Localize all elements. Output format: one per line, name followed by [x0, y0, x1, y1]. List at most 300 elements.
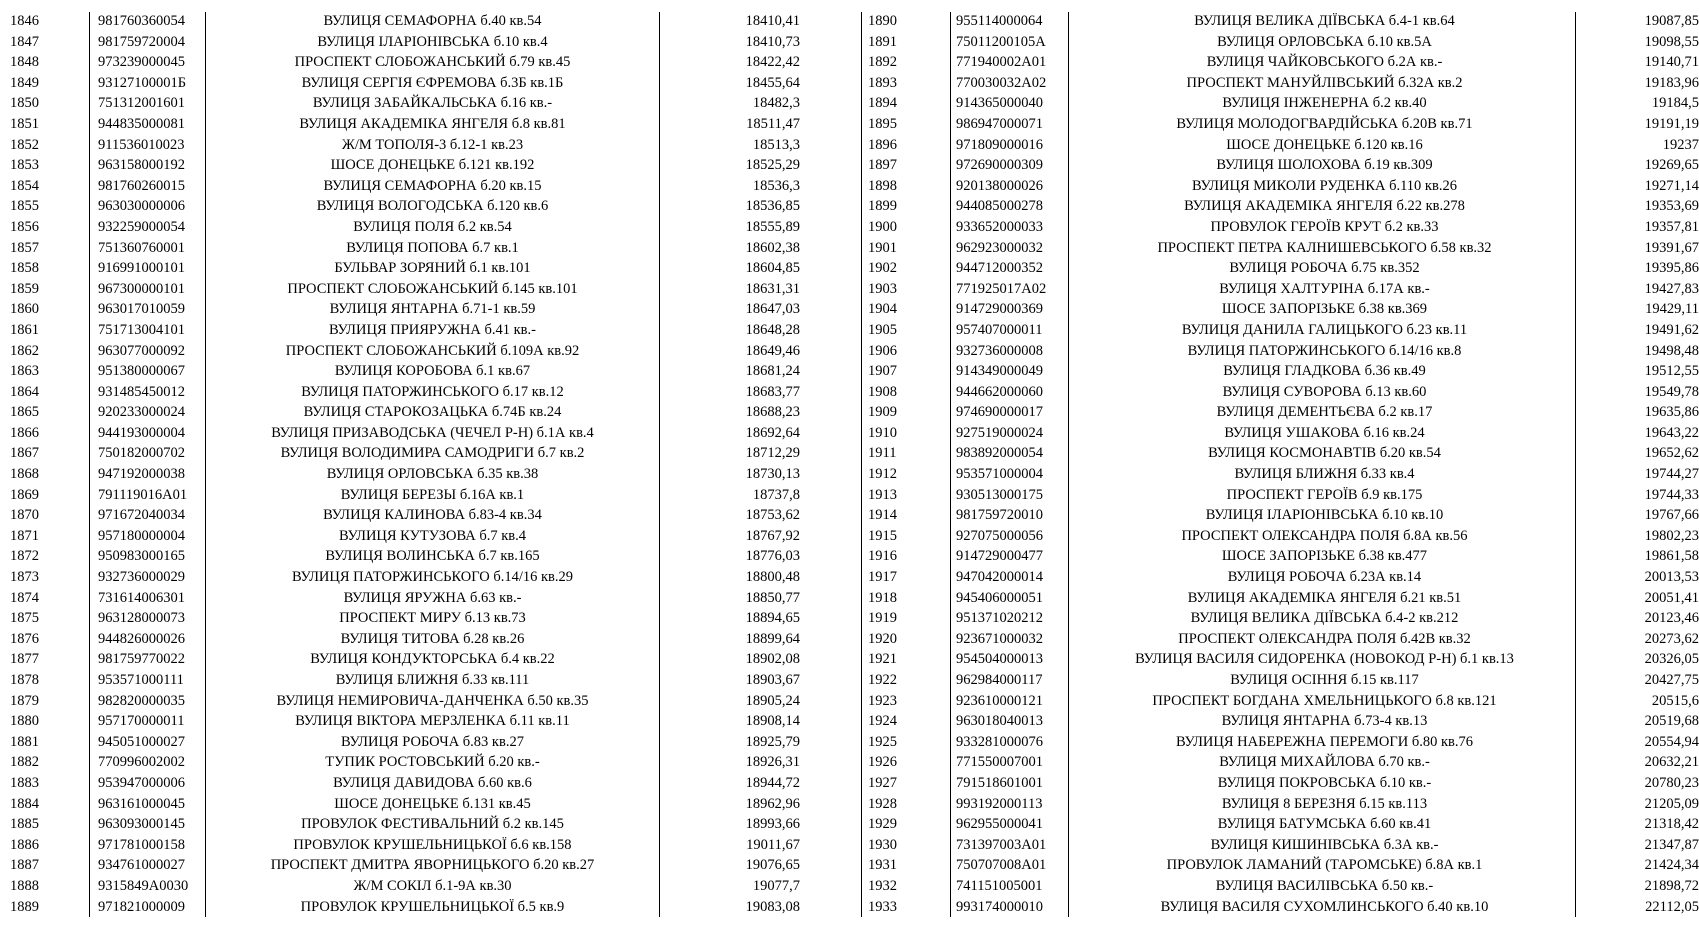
table-row — [856, 52, 1699, 73]
address: ШОСЕ ДОНЕЦЬКЕ б.121 кв.192 — [330, 157, 535, 174]
account-id: 731397003А01 — [956, 836, 1047, 853]
row-number: 1903 — [868, 280, 897, 297]
table-row — [856, 773, 1699, 794]
account-id: 944193000004 — [98, 424, 185, 441]
account-id: 770030032А02 — [956, 74, 1047, 91]
address: ВУЛИЦЯ БЕРЕЗЫ б.16А кв.1 — [340, 486, 525, 503]
account-id: 974690000017 — [956, 404, 1043, 421]
account-id: 963128000073 — [98, 610, 185, 627]
amount: 18410,73 — [745, 33, 800, 50]
table-row — [0, 238, 810, 259]
amount: 18536,3 — [752, 177, 800, 194]
amount: 18712,29 — [745, 445, 800, 462]
account-id: 955114000064 — [956, 13, 1043, 29]
row-number: 1872 — [10, 548, 39, 565]
table-row — [0, 567, 810, 588]
row-number: 1894 — [868, 95, 897, 112]
row-number: 1910 — [868, 424, 897, 441]
row-number: 1912 — [868, 466, 897, 483]
amount: 18681,24 — [745, 363, 800, 380]
account-id: 954504000013 — [956, 651, 1043, 668]
table-row — [0, 464, 810, 485]
address: ВУЛИЦЯ НЕМИРОВИЧА-ДАНЧЕНКА б.50 кв.35 — [276, 692, 589, 709]
account-id: 920138000026 — [956, 177, 1043, 194]
address: ПРОВУЛОК ЛАМАНИЙ (ТАРОМСЬКЕ) б.8А кв.1 — [1166, 857, 1483, 874]
account-id: 771925017А02 — [956, 280, 1047, 297]
amount: 19353,69 — [1644, 198, 1699, 215]
account-id: 953571000004 — [956, 466, 1043, 483]
address: ВУЛИЦЯ ВАСИЛІВСЬКА б.50 кв.- — [1215, 877, 1434, 894]
account-id: 972690000309 — [956, 157, 1043, 174]
amount: 18602,38 — [745, 239, 800, 256]
address: ВУЛИЦЯ КОСМОНАВТІВ б.20 кв.54 — [1208, 445, 1441, 462]
account-id: 963093000145 — [98, 816, 185, 833]
account-id: 914729000369 — [956, 301, 1043, 318]
row-number: 1855 — [10, 198, 39, 215]
address: ПРОВУЛОК ГЕРОЇВ КРУТ б.2 кв.33 — [1210, 218, 1439, 235]
table-row — [0, 217, 810, 238]
address: ВУЛИЦЯ ІНЖЕНЕРНА б.2 кв.40 — [1222, 95, 1427, 112]
amount: 20427,75 — [1644, 672, 1699, 688]
amount: 19357,81 — [1644, 218, 1699, 235]
amount: 20051,41 — [1644, 589, 1699, 606]
amount: 20780,23 — [1644, 774, 1699, 791]
account-id: 930513000175 — [956, 486, 1043, 503]
row-number: 1883 — [10, 774, 39, 791]
row-number: 1874 — [10, 589, 39, 606]
account-id: 950983000165 — [98, 548, 185, 565]
table-row — [0, 258, 810, 279]
row-number: 1887 — [10, 857, 39, 874]
address: ШОСЕ ЗАПОРІЗЬКЕ б.38 кв.369 — [1221, 301, 1428, 318]
amount: 18776,03 — [745, 548, 800, 565]
row-number: 1876 — [10, 630, 39, 647]
row-number: 1923 — [868, 692, 897, 709]
divider-line — [950, 12, 951, 917]
row-number: 1908 — [868, 383, 897, 400]
amount: 19395,86 — [1644, 260, 1699, 277]
address: ВУЛИЦЯ КУТУЗОВА б.7 кв.4 — [338, 527, 526, 544]
row-number: 1856 — [10, 218, 39, 235]
row-number: 1917 — [868, 569, 897, 586]
row-number: 1892 — [868, 54, 897, 71]
amount: 18647,03 — [745, 301, 800, 318]
account-id: 947192000038 — [98, 466, 185, 483]
address: ПРОСПЕКТ ДМИТРА ЯВОРНИЦЬКОГО б.20 кв.27 — [270, 857, 595, 874]
row-number: 1849 — [10, 74, 39, 91]
table-row — [0, 423, 810, 444]
amount: 19635,86 — [1644, 404, 1699, 421]
address: ВУЛИЦЯ ПОЛЯ б.2 кв.54 — [353, 218, 512, 235]
amount: 18525,29 — [745, 157, 800, 174]
address: ВУЛИЦЯ НАБЕРЕЖНА ПЕРЕМОГИ б.80 кв.76 — [1175, 733, 1474, 750]
account-id: 791119016А01 — [98, 486, 188, 503]
amount: 19491,62 — [1644, 321, 1699, 338]
amount: 18800,48 — [745, 569, 800, 586]
amount: 19861,58 — [1644, 548, 1699, 565]
address: ВУЛИЦЯ РОБОЧА б.75 кв.352 — [1229, 260, 1420, 277]
table-row — [856, 361, 1699, 382]
amount: 19391,67 — [1644, 239, 1699, 256]
row-number: 1870 — [10, 507, 39, 524]
table-row — [856, 752, 1699, 773]
row-number: 1916 — [868, 548, 897, 565]
row-number: 1920 — [868, 630, 897, 647]
amount: 19011,67 — [746, 836, 800, 853]
address: ВУЛИЦЯ ПРИЯРУЖНА б.41 кв.- — [329, 321, 536, 338]
account-id: 944662000060 — [956, 383, 1043, 400]
table-row — [0, 876, 810, 897]
account-id: 791518601001 — [956, 774, 1043, 791]
table-row — [856, 423, 1699, 444]
amount: 19744,33 — [1644, 486, 1699, 503]
account-id: 751360760001 — [98, 239, 185, 256]
address: ВУЛИЦЯ КИШИНІВСЬКА б.3А кв.- — [1210, 836, 1439, 853]
row-number: 1879 — [10, 692, 39, 709]
row-number: 1885 — [10, 816, 39, 833]
row-number: 1905 — [868, 321, 897, 338]
address: ВУЛИЦЯ КАЛИНОВА б.83-4 кв.34 — [323, 507, 542, 524]
table-row — [856, 155, 1699, 176]
divider-line — [861, 12, 862, 917]
table-row — [856, 73, 1699, 94]
account-id: 963030000006 — [98, 198, 185, 215]
table-row — [0, 341, 810, 362]
amount: 21424,34 — [1644, 857, 1699, 874]
row-number: 1897 — [868, 157, 897, 174]
row-number: 1881 — [10, 733, 39, 750]
table-row — [856, 11, 1699, 32]
row-number: 1907 — [868, 363, 897, 380]
account-id: 920233000024 — [98, 404, 185, 421]
table-row — [0, 320, 810, 341]
account-id: 914365000040 — [956, 95, 1043, 112]
account-id: 973239000045 — [98, 54, 185, 71]
table-row — [0, 588, 810, 609]
row-number: 1877 — [10, 651, 39, 668]
amount: 18903,67 — [745, 672, 800, 688]
amount: 18555,89 — [745, 218, 800, 235]
row-number: 1888 — [10, 877, 39, 894]
address: ВУЛИЦЯ ДЕМЕНТЬЄВА б.2 кв.17 — [1216, 404, 1433, 421]
divider-line — [205, 12, 206, 917]
address: ВУЛИЦЯ ВІКТОРА МЕРЗЛЕНКА б.11 кв.11 — [295, 713, 570, 730]
row-number: 1851 — [10, 115, 39, 132]
address: ВУЛИЦЯ СЕРГІЯ ЄФРЕМОВА б.3Б кв.1Б — [301, 74, 564, 91]
account-id: 75011200105А — [956, 33, 1046, 50]
address: ВУЛИЦЯ ВОЛОГОДСЬКА б.120 кв.6 — [316, 198, 549, 215]
amount: 19744,27 — [1644, 466, 1699, 483]
table-row — [856, 649, 1699, 670]
account-id: 962984000117 — [956, 672, 1043, 688]
amount: 19429,11 — [1645, 301, 1699, 318]
account-id: 963018040013 — [956, 713, 1043, 730]
row-number: 1869 — [10, 486, 39, 503]
account-id: 967300000101 — [98, 280, 185, 297]
address: ВУЛИЦЯ ДАВИДОВА б.60 кв.6 — [333, 774, 532, 791]
amount: 20273,62 — [1644, 630, 1699, 647]
table-row — [856, 93, 1699, 114]
table-row — [856, 217, 1699, 238]
address: ВУЛИЦЯ ЯРУЖНА б.63 кв.- — [343, 589, 522, 606]
address: ВУЛИЦЯ 8 БЕРЕЗНЯ б.15 кв.113 — [1221, 795, 1428, 812]
amount: 18683,77 — [745, 383, 800, 400]
table-row — [0, 835, 810, 856]
amount: 19183,96 — [1644, 74, 1699, 91]
account-id: 923671000032 — [956, 630, 1043, 647]
table-row — [0, 176, 810, 197]
amount: 18511,47 — [746, 115, 800, 132]
address: ВУЛИЦЯ ОСІННЯ б.15 кв.117 — [1230, 672, 1419, 688]
amount: 18926,31 — [745, 754, 800, 771]
address: ВУЛИЦЯ СТАРОКОЗАЦЬКА б.74Б кв.24 — [303, 404, 562, 421]
address: ПРОСПЕКТ ОЛЕКСАНДРА ПОЛЯ б.8А кв.56 — [1181, 527, 1468, 544]
row-number: 1925 — [868, 733, 897, 750]
address: ВУЛИЦЯ ВОЛИНСЬКА б.7 кв.165 — [325, 548, 540, 565]
address: ВУЛИЦЯ ПАТОРЖИНСЬКОГО б.17 кв.12 — [301, 383, 564, 400]
amount: 20515,6 — [1651, 692, 1699, 709]
table-row — [856, 196, 1699, 217]
amount: 18730,13 — [745, 466, 800, 483]
address: ПРОСПЕКТ СЛОБОЖАНСЬКИЙ б.109А кв.92 — [285, 342, 580, 359]
account-id: 951371020212 — [956, 610, 1043, 627]
table-row — [0, 485, 810, 506]
divider-line — [659, 12, 660, 917]
amount: 18482,3 — [752, 95, 800, 112]
amount: 20519,68 — [1644, 713, 1699, 730]
address: ВУЛИЦЯ ВОЛОДИМИРА САМОДРИГИ б.7 кв.2 — [280, 445, 585, 462]
table-row — [0, 773, 810, 794]
address: ВУЛИЦЯ ЯНТАРНА б.73-4 кв.13 — [1221, 713, 1428, 730]
table-row — [0, 711, 810, 732]
row-number: 1857 — [10, 239, 39, 256]
table-row — [0, 11, 810, 32]
row-number: 1926 — [868, 754, 897, 771]
table-row — [856, 443, 1699, 464]
account-id: 731614006301 — [98, 589, 185, 606]
account-id: 953571000111 — [98, 672, 184, 688]
amount: 20554,94 — [1644, 733, 1699, 750]
table-row — [0, 382, 810, 403]
amount: 18993,66 — [745, 816, 800, 833]
row-number: 1868 — [10, 466, 39, 483]
table-row — [856, 402, 1699, 423]
row-number: 1880 — [10, 713, 39, 730]
table-row — [856, 835, 1699, 856]
amount: 18536,85 — [745, 198, 800, 215]
account-id: 963158000192 — [98, 157, 185, 174]
account-id: 750707008А01 — [956, 857, 1047, 874]
address: ВУЛИЦЯ АКАДЕМІКА ЯНГЕЛЯ б.21 кв.51 — [1187, 589, 1462, 606]
table-row — [856, 608, 1699, 629]
address: ВУЛИЦЯ СЕМАФОРНА б.40 кв.54 — [323, 13, 542, 29]
table-row — [0, 546, 810, 567]
amount: 21318,42 — [1644, 816, 1699, 833]
table-row — [856, 258, 1699, 279]
table-row — [0, 691, 810, 712]
row-number: 1866 — [10, 424, 39, 441]
address: ВУЛИЦЯ ПРИЗАВОДСЬКА (ЧЕЧЕЛ Р-Н) б.1А кв.4 — [271, 424, 594, 441]
account-id: 914729000477 — [956, 548, 1043, 565]
table-row — [856, 526, 1699, 547]
address: Ж/М СОКІЛ б.1-9А кв.30 — [353, 877, 512, 894]
account-id: 981759720010 — [956, 507, 1043, 524]
address: ВУЛИЦЯ БАТУМСЬКА б.60 кв.41 — [1217, 816, 1432, 833]
address: ПРОСПЕКТ СЛОБОЖАНСЬКИЙ б.79 кв.45 — [294, 54, 571, 71]
amount: 19802,23 — [1644, 527, 1699, 544]
row-number: 1871 — [10, 527, 39, 544]
account-id: 981759720004 — [98, 33, 185, 50]
table-row — [0, 814, 810, 835]
account-id: 963161000045 — [98, 795, 185, 812]
address: ВУЛИЦЯ ДАНИЛА ГАЛИЦЬКОГО б.23 кв.11 — [1181, 321, 1468, 338]
right-table — [856, 11, 1699, 917]
amount: 18850,77 — [745, 589, 800, 606]
account-id: 770996002002 — [98, 754, 185, 771]
address: ВУЛИЦЯ АКАДЕМІКА ЯНГЕЛЯ б.8 кв.81 — [299, 115, 566, 132]
left-table — [0, 11, 810, 917]
address: ВУЛИЦЯ ВЕЛИКА ДІЇВСЬКА б.4-2 кв.212 — [1190, 610, 1459, 627]
account-id: 750182000702 — [98, 445, 185, 462]
row-number: 1915 — [868, 527, 897, 544]
account-id: 962955000041 — [956, 816, 1043, 833]
address: ВУЛИЦЯ МИКОЛИ РУДЕНКА б.110 кв.26 — [1192, 177, 1457, 194]
row-number: 1867 — [10, 445, 39, 462]
amount: 18631,31 — [745, 280, 800, 297]
amount: 19191,19 — [1644, 115, 1699, 132]
table-row — [856, 546, 1699, 567]
address: ВУЛИЦЯ ОРЛОВСЬКА б.35 кв.38 — [326, 466, 539, 483]
amount: 19076,65 — [745, 857, 800, 874]
amount: 19512,55 — [1644, 363, 1699, 380]
table-row — [0, 73, 810, 94]
table-row — [856, 382, 1699, 403]
table-row — [856, 505, 1699, 526]
address: ВУЛИЦЯ ІЛАРІОНІВСЬКА б.10 кв.4 — [317, 33, 548, 50]
address: ВУЛИЦЯ ШОЛОХОВА б.19 кв.309 — [1216, 157, 1433, 174]
address: ВУЛИЦЯ ОРЛОВСЬКА б.10 кв.5А — [1217, 33, 1432, 50]
account-id: 982820000035 — [98, 692, 185, 709]
address: ШОСЕ ДОНЕЦЬКЕ б.131 кв.45 — [334, 795, 531, 812]
account-id: 914349000049 — [956, 363, 1043, 380]
amount: 18692,64 — [745, 424, 800, 441]
row-number: 1913 — [868, 486, 897, 503]
amount: 18962,96 — [745, 795, 800, 812]
amount: 20632,21 — [1644, 754, 1699, 771]
account-id: 962923000032 — [956, 239, 1043, 256]
table-row — [856, 814, 1699, 835]
address: БУЛЬВАР ЗОРЯНИЙ б.1 кв.101 — [334, 260, 531, 277]
account-id: 957407000011 — [956, 321, 1043, 338]
account-id: 971781000158 — [98, 836, 185, 853]
address: ПРОВУЛОК КРУШЕЛЬНИЦЬКОЇ б.6 кв.158 — [293, 836, 572, 853]
table-row — [0, 299, 810, 320]
amount: 19271,14 — [1644, 177, 1699, 194]
row-number: 1858 — [10, 260, 39, 277]
row-number: 1901 — [868, 239, 897, 256]
row-number: 1889 — [10, 898, 39, 915]
table-row — [0, 505, 810, 526]
row-number: 1932 — [868, 877, 897, 894]
amount: 22112,05 — [1645, 898, 1699, 915]
table-row — [856, 855, 1699, 876]
amount: 19498,48 — [1644, 342, 1699, 359]
amount: 18753,62 — [745, 507, 800, 524]
amount: 20123,46 — [1644, 610, 1699, 627]
account-id: 947042000014 — [956, 569, 1043, 586]
row-number: 1911 — [868, 445, 897, 462]
amount: 18767,92 — [745, 527, 800, 544]
table-row — [856, 320, 1699, 341]
table-row — [856, 670, 1699, 691]
address: ШОСЕ ДОНЕЦЬКЕ б.120 кв.16 — [1226, 136, 1423, 153]
address: ВУЛИЦЯ БЛИЖНЯ б.33 кв.111 — [335, 672, 530, 688]
row-number: 1906 — [868, 342, 897, 359]
account-id: 953947000006 — [98, 774, 185, 791]
amount: 18737,8 — [752, 486, 800, 503]
table-row — [856, 114, 1699, 135]
account-id: 93127100001Б — [98, 74, 187, 91]
address: ВУЛИЦЯ ЗАБАЙКАЛЬСЬКА б.16 кв.- — [312, 95, 553, 112]
row-number: 1861 — [10, 321, 39, 338]
row-number: 1884 — [10, 795, 39, 812]
amount: 18925,79 — [745, 733, 800, 750]
account-id: 986947000071 — [956, 115, 1043, 132]
row-number: 1919 — [868, 610, 897, 627]
table-row — [0, 794, 810, 815]
address: ВУЛИЦЯ КОНДУКТОРСЬКА б.4 кв.22 — [310, 651, 555, 668]
account-id: 944835000081 — [98, 115, 185, 132]
account-id: 971821000009 — [98, 898, 185, 915]
account-id: 963077000092 — [98, 342, 185, 359]
address: ВУЛИЦЯ РОБОЧА б.23А кв.14 — [1227, 569, 1422, 586]
row-number: 1873 — [10, 569, 39, 586]
address: ВУЛИЦЯ ПАТОРЖИНСЬКОГО б.14/16 кв.8 — [1187, 342, 1462, 359]
account-id: 963017010059 — [98, 301, 185, 318]
table-row — [0, 608, 810, 629]
table-row — [856, 567, 1699, 588]
table-row — [0, 732, 810, 753]
account-id: 771940002А01 — [956, 54, 1047, 71]
account-id: 932736000029 — [98, 569, 185, 586]
address: ТУПИК РОСТОВСЬКИЙ б.20 кв.- — [325, 754, 540, 771]
account-id: 981759770022 — [98, 651, 185, 668]
address: ПРОВУЛОК ФЕСТИВАЛЬНИЙ б.2 кв.145 — [301, 816, 564, 833]
address: ВУЛИЦЯ СЕМАФОРНА б.20 кв.15 — [323, 177, 542, 194]
row-number: 1865 — [10, 404, 39, 421]
row-number: 1928 — [868, 795, 897, 812]
table-row — [0, 897, 810, 918]
amount: 18902,08 — [745, 651, 800, 668]
row-number: 1859 — [10, 280, 39, 297]
row-number: 1902 — [868, 260, 897, 277]
address: ВУЛИЦЯ ХАЛТУРІНА б.17А кв.- — [1219, 280, 1430, 297]
account-id: 933281000076 — [956, 733, 1043, 750]
amount: 19140,71 — [1644, 54, 1699, 71]
amount: 21347,87 — [1644, 836, 1699, 853]
amount: 19098,55 — [1644, 33, 1699, 50]
address: ВУЛИЦЯ ЧАЙКОВСЬКОГО б.2А кв.- — [1206, 54, 1443, 71]
amount: 19269,65 — [1644, 157, 1699, 174]
table-row — [0, 670, 810, 691]
account-id: 944826000026 — [98, 630, 185, 647]
account-id: 923610000121 — [956, 692, 1043, 709]
table-row — [856, 629, 1699, 650]
amount: 19549,78 — [1644, 383, 1699, 400]
row-number: 1904 — [868, 301, 897, 318]
row-number: 1930 — [868, 836, 897, 853]
row-number: 1914 — [868, 507, 897, 524]
